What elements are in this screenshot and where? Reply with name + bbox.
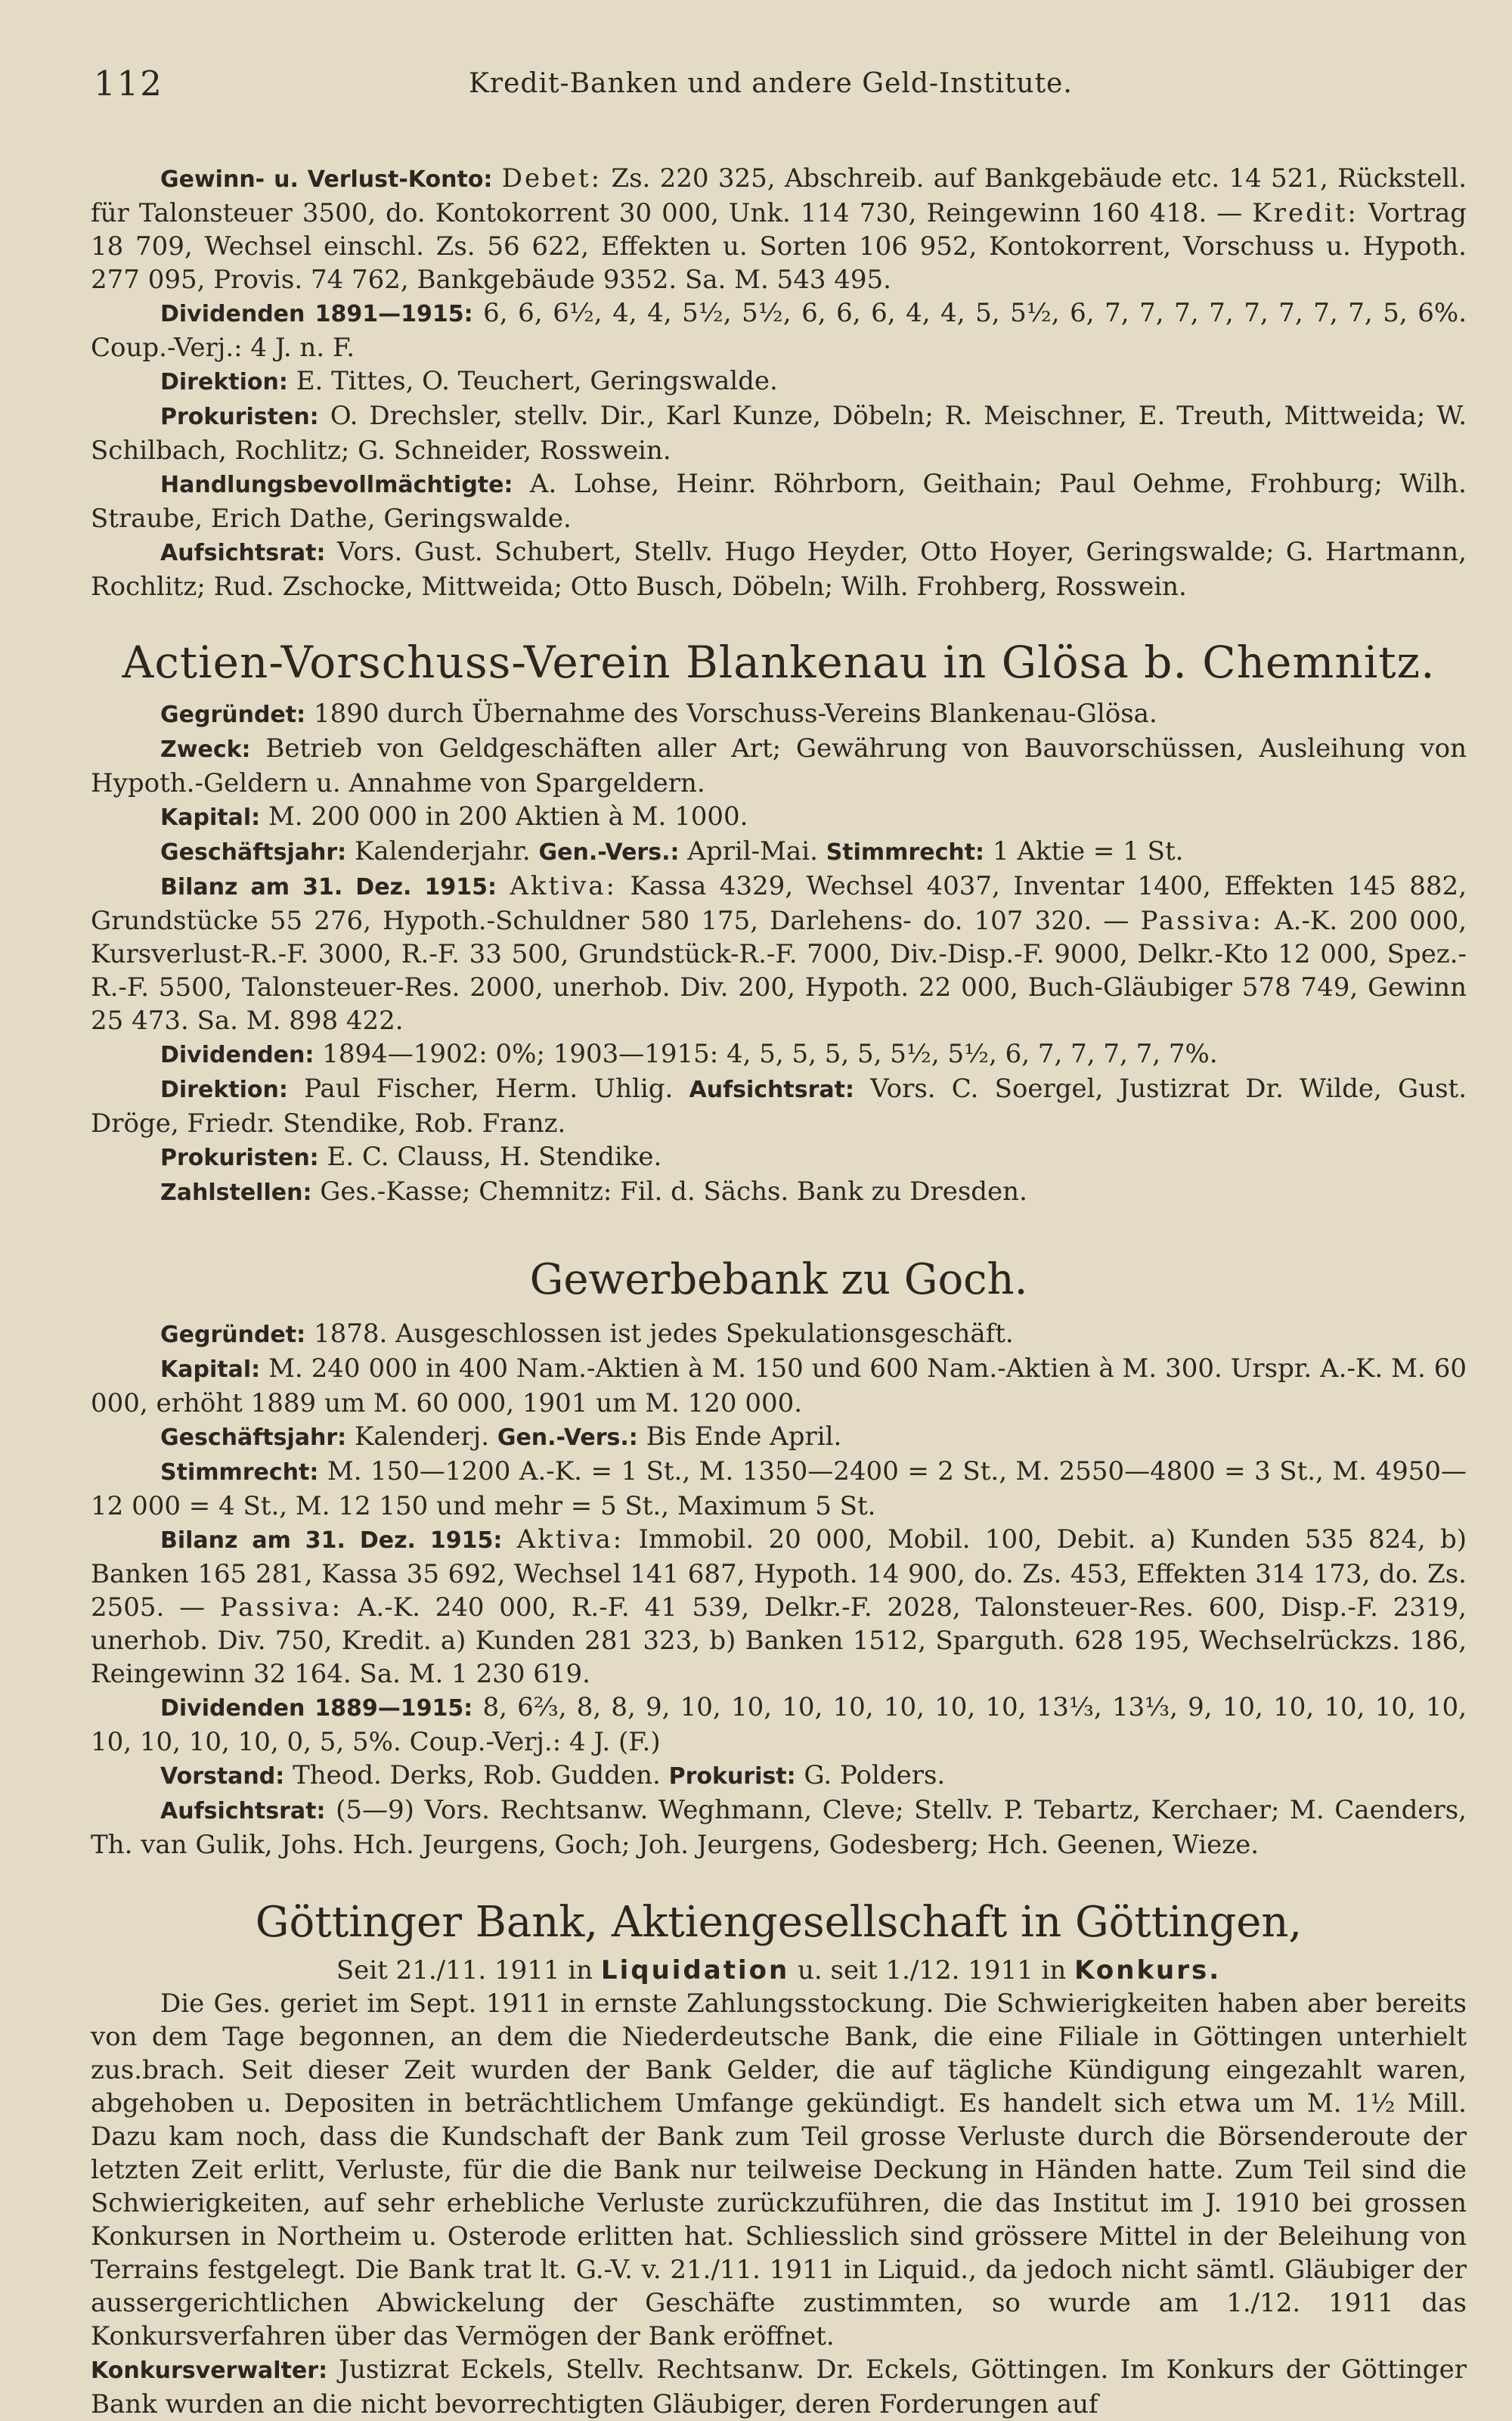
entry-status-line xyxy=(91,1954,1467,1987)
genvers-label: Gen.-Vers.: xyxy=(538,839,680,866)
bilanz-text2: A.-K. 200 000, Kursverlust-R.-F. 3000, R.-F. 33 500, Grundstück-R.-F. 7000, Div.-Disp.-F. 9000, Delkr.-Kto 12 000, Spez.-R.-F. 5500, Talonsteuer-Res. 2000, unerhob. Div. 200, Hypoth. 22 000, Buch-Gläubiger 578 749, Gewinn 25 473. Sa. M. 898 422. xyxy=(91,906,1467,1036)
running-head xyxy=(91,54,1467,122)
genvers-label: Gen.-Vers.: xyxy=(497,1424,638,1451)
vorstand-paragraph xyxy=(91,1759,1467,1793)
handlungsbevollmaechtigte-paragraph xyxy=(91,467,1467,535)
guv-text1: Zs. 220 325, Abschreib. auf Bankgebäude etc. 14 521, Rückstell. für Talonsteuer 3500, do. Kontokorrent 30 000, Unk. 114 730, Reingewinn 160 418. — xyxy=(91,163,1467,228)
dividenden-label: Dividenden: xyxy=(160,1042,314,1068)
dividenden-paragraph xyxy=(91,1037,1467,1072)
aufsichtsrat-paragraph xyxy=(91,1793,1467,1861)
prokuristen-text: O. Drechsler, stellv. Dir., Karl Kunze, Döbeln; R. Meischner, E. Treuth, Mittweida; W. Schilbach, Rochlitz; G. Schneider, Rosswein. xyxy=(91,401,1467,466)
stimmrecht-label: Stimmrecht: xyxy=(160,1459,319,1486)
aufsichtsrat-text: Vors. C. Soergel, Justizrat Dr. Wilde, Gust. Dröge, Friedr. Stendike, Rob. Franz. xyxy=(91,1074,1467,1139)
bilanz-label: Bilanz am 31. Dez. 1915: xyxy=(160,1527,503,1554)
aktiva-label: Aktiva: xyxy=(516,1524,624,1555)
entry-title: Gewerbebank zu Goch. xyxy=(529,1255,1028,1304)
prokuristen-label: Prokuristen: xyxy=(160,404,319,430)
konkursverwalter-label: Konkursverwalter: xyxy=(91,2357,328,2384)
kapital-label: Kapital: xyxy=(160,804,261,831)
zweck-text: Betrieb von Geldgeschäften aller Art; Gewährung von Bauvorschüssen, Ausleihung von Hypoth.-Geldern u. Annahme von Spargeldern. xyxy=(91,733,1467,798)
gegruendet-paragraph xyxy=(91,1317,1467,1352)
gegruendet-paragraph xyxy=(91,697,1467,732)
prokuristen-text: E. C. Clauss, H. Stendike. xyxy=(327,1142,662,1172)
dividends-text: 6, 6, 6½, 4, 4, 5½, 5½, 6, 6, 6, 4, 4, 5, 5½, 6, 7, 7, 7, 7, 7, 7, 7, 7, 5, 6%. Coup.-Verj.: 4 J. n. F. xyxy=(91,298,1467,363)
direktion-text: E. Tittes, O. Teuchert, Geringswalde. xyxy=(296,366,778,396)
prokurist-text: G. Polders. xyxy=(804,1760,946,1790)
kapital-label: Kapital: xyxy=(160,1356,261,1383)
zahlstellen-text: Ges.-Kasse; Chemnitz: Fil. d. Sächs. Bank zu Dresden. xyxy=(320,1176,1027,1207)
guv-paragraph xyxy=(91,162,1467,296)
kapital-paragraph xyxy=(91,1352,1467,1420)
kapital-paragraph xyxy=(91,800,1467,835)
konkursverwalter-text: Justizrat Eckels, Stellv. Rechtsanw. Dr. Eckels, Göttingen. Im Konkurs der Göttinger Bank wurden an die nicht bevorrechtigten Gläubiger, deren Forderungen auf xyxy=(91,2354,1467,2419)
aufsichtsrat-label: Aufsichtsrat: xyxy=(689,1077,854,1103)
running-title: Kredit-Banken und andere Geld-Institute. xyxy=(469,68,1073,99)
passiva-label: Passiva: xyxy=(1140,906,1263,936)
passiva-label: Passiva: xyxy=(219,1592,343,1623)
geschaeftsjahr-paragraph xyxy=(91,1420,1467,1455)
bilanz-text1: Immobil. 20 000, Mobil. 100, Debit. a) Kunden 535 824, b) Banken 165 281, Kassa 35 692, Wechsel 141 687, Hypoth. 14 900, do. Zs. 453, Effekten 314 173, do. Zs. 2505. — xyxy=(91,1524,1467,1623)
gegruendet-text: 1878. Ausgeschlossen ist jedes Spekulationsgeschäft. xyxy=(313,1319,1014,1349)
stimmrecht-text: 1 Aktie = 1 St. xyxy=(992,836,1184,866)
vorstand-text: Theod. Derks, Rob. Gudden. xyxy=(293,1760,661,1790)
prokuristen-paragraph xyxy=(91,1140,1467,1175)
gegruendet-label: Gegründet: xyxy=(160,1322,306,1348)
vorstand-label: Vorstand: xyxy=(160,1763,285,1790)
entry-gewerbebank-goch xyxy=(91,1249,1467,1861)
status-konkurs: Konkurs. xyxy=(1074,1955,1222,1985)
status-text-a: Seit 21./11. 1911 in xyxy=(336,1955,593,1985)
zahlstellen-paragraph xyxy=(91,1175,1467,1210)
direktion-text: Paul Fischer, Herm. Uhlig. xyxy=(304,1074,674,1104)
kapital-text: M. 240 000 in 400 Nam.-Aktien à M. 150 und 600 Nam.-Aktien à M. 300. Urspr. A.-K. M. 60 000, erhöht 1889 um M. 60 000, 1901 um M. 120 000. xyxy=(91,1353,1467,1418)
geschaeftsjahr-label: Geschäftsjahr: xyxy=(160,1424,347,1451)
dividenden-text: 1894—1902: 0%; 1903—1915: 4, 5, 5, 5, 5, 5½, 5½, 6, 7, 7, 7, 7, 7%. xyxy=(322,1039,1218,1069)
guv-text2: Vortrag 18 709, Wechsel einschl. Zs. 56 622, Effekten u. Sorten 106 952, Kontokorrent, Vorschuss u. Hypoth. 277 095, Provis. 74 762, Bankgebäude 9352. Sa. M. 543 495. xyxy=(91,198,1467,295)
prokurist-label: Prokurist: xyxy=(668,1763,796,1790)
entry-continuation xyxy=(91,162,1467,603)
guv-kredit-label: Kredit: xyxy=(1252,198,1359,228)
direktion-label: Direktion: xyxy=(160,369,288,395)
prokuristen-paragraph xyxy=(91,399,1467,467)
aufsichtsrat-label: Aufsichtsrat: xyxy=(160,1798,326,1824)
entry-title: Actien-Vorschuss-Verein Blankenau in Glösa b. Chemnitz. xyxy=(122,637,1436,688)
geschaeftsjahr-text: Kalenderj. xyxy=(354,1421,490,1452)
status-liquidation: Liquidation xyxy=(600,1955,790,1985)
guv-debet-label: Debet: xyxy=(501,163,603,194)
kapital-text: M. 200 000 in 200 Aktien à M. 1000. xyxy=(268,801,748,832)
aufsichtsrat-text: (5—9) Vors. Rechtsanw. Weghmann, Cleve; Stellv. P. Tebartz, Kerchaer; M. Caenders, Th. van Gulik, Johs. Hch. Jeurgens, Goch; Joh. Jeurgens, Godesberg; Hch. Geenen, Wieze. xyxy=(91,1795,1467,1860)
direktion-paragraph xyxy=(91,364,1467,399)
bilanz-label: Bilanz am 31. Dez. 1915: xyxy=(160,874,497,901)
handlungsbevollmaechtigte-text: A. Lohse, Heinr. Röhrborn, Geithain; Paul Oehme, Frohburg; Wilh. Straube, Erich Dathe, Geringswalde. xyxy=(91,469,1467,534)
aufsichtsrat-label: Aufsichtsrat: xyxy=(160,540,326,566)
entry-blankenau xyxy=(91,632,1467,1210)
stimmrecht-label: Stimmrecht: xyxy=(826,839,985,866)
bilanz-text2: A.-K. 240 000, R.-F. 41 539, Delkr.-F. 2028, Talonsteuer-Res. 600, Disp.-F. 2319, unerhob. Div. 750, Kredit. a) Kunden 281 323, b) Banken 1512, Sparguth. 628 195, Wechselrückzs. 186, Reingewinn 32 164. Sa. M. 1 230 619. xyxy=(91,1592,1467,1689)
geschaeftsjahr-paragraph xyxy=(91,835,1467,870)
genvers-text: April-Mai. xyxy=(687,836,818,866)
zweck-label: Zweck: xyxy=(160,736,251,763)
gegruendet-label: Gegründet: xyxy=(160,702,306,728)
genvers-text: Bis Ende April. xyxy=(646,1421,842,1452)
handlungsbevollmaechtigte-label: Handlungsbevollmächtigte: xyxy=(160,472,513,498)
dividends-label: Dividenden 1891—1915: xyxy=(160,301,473,327)
prokuristen-label: Prokuristen: xyxy=(160,1145,319,1171)
gegruendet-text: 1890 durch Übernahme des Vorschuss-Vereins Blankenau-Glösa. xyxy=(313,699,1157,729)
entry-goettinger-bank xyxy=(91,1892,1467,2421)
geschaeftsjahr-text: Kalenderjahr. xyxy=(354,836,531,866)
entry-title: Göttinger Bank, Aktiengesellschaft in Göttingen, xyxy=(255,1898,1303,1947)
stimmrecht-paragraph xyxy=(91,1455,1467,1523)
direktion-aufsichtsrat-paragraph xyxy=(91,1072,1467,1140)
page-number: 112 xyxy=(94,64,163,104)
dividends-paragraph xyxy=(91,296,1467,364)
direktion-label: Direktion: xyxy=(160,1077,288,1103)
body-paragraph: Die Ges. geriet im Sept. 1911 in ernste Zahlungsstockung. Die Schwierigkeiten haben aber bereits von dem Tage begonnen, an dem die Niederdeutsche Bank, die eine Filiale in Göttingen unterhielt zus.brach. Seit dieser Zeit wurden der Bank Gelder, die auf tägliche Kündigung eingezahlt waren, abgehoben u. Depositen in beträchtlichem Umfange gekündigt. Es handelt sich etwa um M. 1½ Mill. Dazu kam noch, dass die Kundschaft der Bank zum Teil grosse Verluste durch die Börsenderoute der letzten Zeit erlitt, Verluste, für die die Bank nur teilweise Deckung in Händen hatte. Zum Teil sind die Schwierigkeiten, auf sehr erhebliche Verluste zurückzuführen, die das Institut im J. 1910 bei grossen Konkursen in Northeim u. Osterode erlitten hat. Schliesslich sind grössere Mittel in der Beleihung von Terrains festgelegt. Die Bank trat lt. G.-V. v. 21./11. 1911 in Liquid., da jedoch nicht sämtl. Gläubiger der aussergerichtlichen Abwickelung der Geschäfte zustimmten, so wurde am 1./12. 1911 das Konkursverfahren über das Vermögen der Bank eröffnet. xyxy=(91,1989,1467,2351)
status-text-b: u. seit 1./12. 1911 in xyxy=(798,1955,1067,1985)
konkursverwalter-paragraph xyxy=(91,2353,1467,2421)
dividenden-text: 8, 6⅔, 8, 8, 9, 10, 10, 10, 10, 10, 10, 10, 13⅓, 13⅓, 9, 10, 10, 10, 10, 10, 10, 10, 10, 10, 0, 5, 5%. Coup.-Verj.: 4 J. (F.) xyxy=(91,1692,1467,1757)
aktiva-label: Aktiva: xyxy=(510,871,618,901)
bilanz-paragraph xyxy=(91,870,1467,1037)
aufsichtsrat-paragraph xyxy=(91,535,1467,603)
dividenden-paragraph xyxy=(91,1691,1467,1759)
bilanz-paragraph xyxy=(91,1523,1467,1691)
aufsichtsrat-text: Vors. Gust. Schubert, Stellv. Hugo Heyder, Otto Hoyer, Geringswalde; G. Hartmann, Rochlitz; Rud. Zschocke, Mittweida; Otto Busch, Döbeln; Wilh. Frohberg, Rosswein. xyxy=(91,537,1467,602)
dividenden-label: Dividenden 1889—1915: xyxy=(160,1695,473,1722)
page xyxy=(91,54,1467,2421)
guv-label: Gewinn- u. Verlust-Konto: xyxy=(160,166,493,193)
zweck-paragraph xyxy=(91,732,1467,800)
bilanz-text1: Kassa 4329, Wechsel 4037, Inventar 1400, Effekten 145 882, Grundstücke 55 276, Hypoth.-Schuldner 580 175, Darlehens- do. 107 320. — xyxy=(91,871,1467,936)
geschaeftsjahr-label: Geschäftsjahr: xyxy=(160,839,347,866)
stimmrecht-text: M. 150—1200 A.-K. = 1 St., M. 1350—2400 = 2 St., M. 2550—4800 = 3 St., M. 4950—12 000 = 4 St., M. 12 150 und mehr = 5 St., Maximum 5 St. xyxy=(91,1456,1467,1521)
zahlstellen-label: Zahlstellen: xyxy=(160,1180,312,1206)
